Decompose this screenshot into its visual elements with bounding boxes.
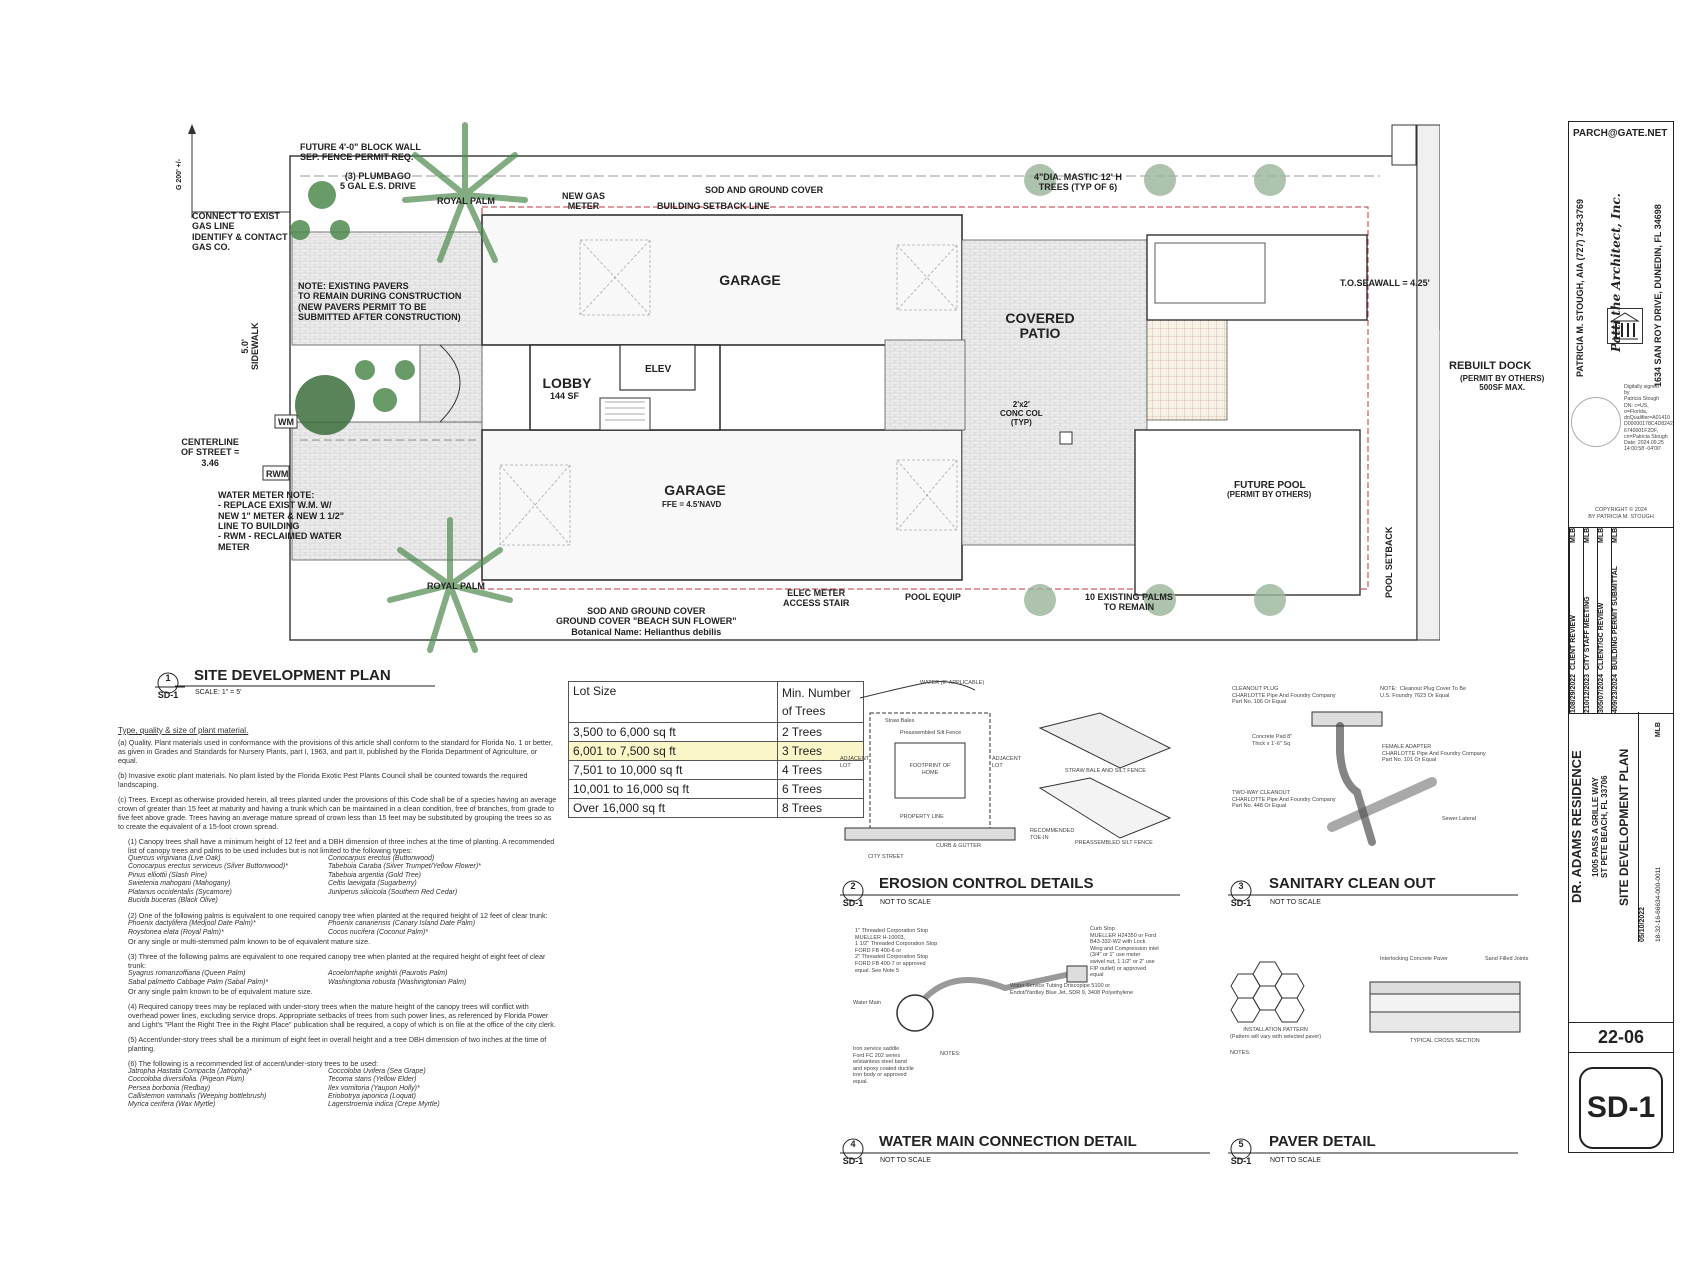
label-existing-palms: 10 EXISTING PALMS TO REMAIN: [1085, 592, 1173, 613]
notes-b: (b) Invasive exotic plant materials. No plant listed by the Florida Exotic Pest Plants Council shall be counted towards the required landscaping.: [118, 771, 528, 789]
label-rwm: RWM: [266, 469, 289, 479]
paver-label: Interlocking Concrete Paver: [1380, 956, 1448, 962]
section-sanitary: [1228, 875, 1528, 918]
revisions: [1569, 527, 1673, 714]
lot-size-table: [568, 681, 864, 818]
label-sod-bottom: SOD AND GROUND COVER GROUND COVER "BEACH SUN FLOWER" Botanical Name: Helianthus debilis: [556, 606, 737, 637]
label-block-wall: FUTURE 4'-0" BLOCK WALL SEP. FENCE PERMIT REQ.: [300, 142, 421, 163]
sheet-number-box: [1579, 1067, 1663, 1149]
title-firm: Patti the Architect, Inc.: [1609, 193, 1623, 352]
copyright: COPYRIGHT © 2024 BY PATRICIA M. STOUGH: [1588, 507, 1654, 520]
section-water-bubble: 4 SD-1: [842, 1139, 864, 1166]
section-water-title: WATER MAIN CONNECTION DETAIL: [879, 1133, 1137, 1150]
project-info: [1569, 712, 1673, 942]
notes-c6: (6) The following is a recommended list of accent/under-story trees to be used:: [128, 1058, 378, 1068]
label-ffe: FFE = 4.5'NAVD: [662, 500, 722, 509]
sheet-number: SD-1: [1586, 1091, 1656, 1124]
label-elec-meter: ELEC METER ACCESS STAIR: [783, 588, 850, 609]
paver-label: INSTALLATION PATTERN (Pattern will vary with selected paver): [1230, 1027, 1322, 1040]
section-sanitary-bubble: 3 SD-1: [1230, 881, 1252, 908]
revision-row: 4 09/23/2024 BUILDING PERMIT SUBMITTAL MLB: [1611, 528, 1625, 713]
sanitary-label: NOTE: Cleanout Plug Cover To Be U.S. Foundry 7623 Or Equal: [1380, 686, 1467, 699]
notes-c2: (2) One of the following palms is equivalent to one required canopy tree when planted at the required height of 12 feet of clear trunk:: [128, 911, 548, 921]
notes-c4: (4) Required canopy trees may be replaced with under-story trees when the mature height of the canopy trees will conflict with overhead power lines, excluding service drops. Appropriate setbacks of trees from such power lines, as referenced by Florida Power and Light's "Plant the Right Tree in the Right Place" publication shall be required, a copy of which is on file at the office of the city clerk.: [128, 1001, 556, 1029]
label-pavers-note: NOTE: EXISTING PAVERS TO REMAIN DURING CONSTRUCTION (NEW PAVERS PERMIT TO BE SUBMITTED AFTER CONSTRUCTION): [298, 281, 462, 323]
water-label: Iron service saddle Ford FC 202 series w/stainless steel band and epoxy coated ductile iron body or approved equal.: [853, 1046, 914, 1085]
notes-heading: Type, quality & size of plant material.: [118, 726, 249, 735]
label-future-pool: FUTURE POOL: [1234, 480, 1306, 491]
label-pool-equip: POOL EQUIP: [905, 592, 961, 602]
room-lobby-area: 144 SF: [550, 391, 580, 401]
erosion-label: ADJACENT LOT: [992, 756, 1021, 769]
section-sanitary-scale: NOT TO SCALE: [1270, 899, 1321, 906]
notes-c5: (5) Accent/under-story trees shall be a minimum of eight feet in overall height and a tree DBH dimension of two inches at the time of planting.: [128, 1034, 547, 1053]
job-number: 22-06: [1569, 1022, 1673, 1053]
section-site-bubble: 1 SD-1: [157, 673, 179, 700]
sheet-date: 05/10/2022: [1639, 906, 1647, 942]
section-paver-scale: NOT TO SCALE: [1270, 1157, 1321, 1164]
section-site-title: SITE DEVELOPMENT PLAN: [194, 667, 391, 684]
table-header: [569, 682, 864, 723]
revision-row: 1 08/29/2022 CLIENT REVIEW MLB: [1569, 528, 1583, 713]
section-erosion: [840, 875, 1200, 918]
label-dock-permit: (PERMIT BY OTHERS) 500SF MAX.: [1460, 374, 1545, 393]
label-pool-setback: POOL SETBACK: [1384, 526, 1394, 598]
table-row: 3,500 to 6,000 sq ft 2 Trees: [569, 723, 864, 742]
section-erosion-bubble: 2 SD-1: [842, 881, 864, 908]
paver-label: Sand Filled Joints: [1485, 956, 1529, 962]
label-sod-top: SOD AND GROUND COVER: [705, 185, 824, 195]
section-water-scale: NOT TO SCALE: [880, 1157, 931, 1164]
erosion-label: STRAW BALE AND SILT FENCE: [1065, 768, 1146, 774]
erosion-label: ADJACENT LOT: [840, 756, 869, 769]
label-wm: WM: [278, 417, 294, 427]
label-royal-palm-bottom: ROYAL PALM: [427, 581, 485, 591]
room-garage-top: GARAGE: [719, 272, 781, 288]
erosion-label: Straw Bales: [885, 718, 915, 724]
room-lobby: LOBBY: [542, 375, 592, 391]
label-centerline: CENTERLINE OF STREET = 3.46: [181, 437, 240, 468]
notes-a: (a) Quality. Plant materials used in conformance with the provisions of this article shall conform to the standard for Florida No. 1 or better, as given in Grades and Standards for Nursery Plants, part I, 1963, and part II, published by the Florida Department of Agriculture, or equal.: [118, 738, 553, 765]
section-site: [155, 667, 455, 710]
label-seawall: T.O.SEAWALL = 4.25': [1340, 278, 1430, 288]
label-conc-col: 2'x2' CONC COL (TYP): [1000, 400, 1043, 428]
label-setback: BUILDING SETBACK LINE: [657, 201, 770, 211]
section-paver-bubble: 5 SD-1: [1230, 1139, 1252, 1166]
c1-plant-list: Quercus virginiana (Live Oak) Conocarpus erectus (Buttonwood) Conocarpus erectus serviceus (Silver Buttonwood)* Tabebuia Caraba (Silver Trumpet/Yellow Flower)* Pinus elliottii (Slash Pine) Tabebuia argentia (Gold Tree) Swietenia mahogani (Mahogany) Celtis laevigata (Sugarberry) Platanus occidentalis (Sycamore) Juniperus silicicola (Southern Red Cedar) Bucida buceras (Black Olive): [128, 855, 481, 904]
notes-c2-tail: Or any single or multi-stemmed palm known to be of equivalent mature size.: [128, 937, 371, 947]
parcel-number: 18-32-16-66634-000-0011: [1655, 866, 1663, 942]
sanitary-label: Concrete Pad 8" Thick x 1'-6" Sq: [1252, 734, 1293, 747]
digital-signature: Digitally signed by Patricia Stough DN: c=US, o=Florida, dnQualifier=A01410 D00000178C4D8242 6740001F2DF, cn=Patricia Stough Date: 2024.09.25 14:00:58 -04'00': [1624, 384, 1673, 453]
table-row: 7,501 to 10,000 sq ft 4 Trees: [569, 761, 864, 780]
site-plan: [0, 0, 1545, 660]
sanitary-drawing: [1232, 682, 1532, 862]
section-paver: [1228, 1133, 1528, 1176]
section-site-scale: SCALE: 1" = 5': [195, 689, 242, 696]
header-min-trees: Min. Number of Trees: [778, 682, 864, 723]
erosion-label: CURB & GUTTER: [936, 843, 981, 849]
firm-logo: [1607, 308, 1643, 344]
label-pool-permit: (PERMIT BY OTHERS): [1227, 490, 1312, 499]
plant-material-notes: [118, 726, 558, 1110]
paver-detail: [1230, 952, 1530, 1122]
water-label: Water Main: [853, 1000, 881, 1006]
label-sidewalk: 5.0' SIDEWALK: [240, 322, 261, 370]
revision-row: 3 05/07/2024 CLIENT/GC REVIEW MLB: [1597, 528, 1611, 713]
c3-plant-list: Syagrus romanzoffiana (Queen Palm) Acoelorrhaphe wrightii (Paurotis Palm) Sabal palmetto Cabbage Palm (Sabal Palm)* Washingtonia robusta (Washingtonian Palm): [128, 970, 467, 986]
water-label: NOTES:: [940, 1051, 961, 1057]
sheet-title: SITE DEVELOPMENT PLAN: [1616, 748, 1631, 906]
erosion-detail: [840, 678, 1185, 868]
section-erosion-title: EROSION CONTROL DETAILS: [879, 875, 1094, 892]
label-rebuilt-dock: REBUILT DOCK: [1449, 360, 1532, 372]
water-label: Curb Stop MUELLER H24350 or Ford B43-332-W2 with Lock Wing and Compression inlet (3/4" or 1" use meter swivel nut, 1 1/2" or 2" use FIP outlet) or approved equal: [1090, 926, 1159, 979]
water-label: Water Service Tubing Driscopipe 5100 or Endot/Yardley Blue Jet, SDR 9, 3408 Polyethylene: [1010, 983, 1134, 996]
sanitary-label: FEMALE ADAPTER CHARLOTTE Pipe And Foundry Company Part No. 101 Or Equal: [1382, 744, 1486, 764]
label-mastic: 4"DIA. MASTIC 12' H TREES (TYP OF 6): [1034, 172, 1122, 193]
notes-c3-tail: Or any single palm known to be of equivalent mature size.: [128, 986, 313, 996]
section-water: [840, 1133, 1220, 1176]
c2-plant-list: Phoenix dactylifera (Medjool Date Palm)* Phoenix canariensis (Canary Island Date Palm) Roystonea elata (Royal Palm)* Cocos nucifera (Coconut Palm)*: [128, 920, 476, 936]
project-name: DR. ADAMS RESIDENCE: [1569, 750, 1584, 904]
sanitary-label: CLEANOUT PLUG CHARLOTTE Pipe And Foundry Company Part No. 106 Or Equal: [1232, 686, 1336, 706]
erosion-label: PREASSEMBLED SILT FENCE: [1075, 840, 1153, 846]
water-label: 1" Threaded Corporation Stop MUELLER H-10003, 1 1/2" Threaded Corporation Stop FORD FB 400-6 or 2" Threaded Corporation Stop FORD FB 400-7 or approved equal. See Note 5: [855, 928, 938, 974]
erosion-label: PROPERTY LINE: [900, 814, 944, 820]
label-royal-palm-top: ROYAL PALM: [437, 196, 495, 206]
erosion-label: WATER (IF APPLICABLE): [920, 680, 985, 686]
erosion-label: CITY STREET: [868, 854, 904, 860]
c6-plant-list: Jatropha Hastata Compacta (Jatropha)* Coccoloba Uvifera (Sea Grape) Coccoloba diversifolia. (Pigeon Plum) Tecoma stans (Yellow Elder) Persea borbonia (Redbay) Ilex vomitoria (Yaupon Holly)* Callistemon vaminalis (Weeping bottlebrush) Eriobotrya japonica (Loquat) Myrica cerifera (Wax Myrtle) Lagerstroemia indica (Crepe Myrtle): [128, 1067, 440, 1109]
notes-c: (c) Trees. Except as otherwise provided herein, all trees planted under the provisions of this Code shall be of a species having an average crown of greater than 15 feet at maturity and having a trunk which can be maintained in a clean condition, free of branches, from grade to five feet above grade. Trees having an average mature spread of crown less than 15 feet may be substituted by grouping the trees so as to create the equivalent of a 15-foot crown spread.: [118, 795, 557, 831]
notes-c3: (3) Three of the following palms are equivalent to one required canopy tree when planted at the required height of eight feet of clear trunk:: [128, 952, 546, 971]
room-garage-bottom: GARAGE: [664, 482, 726, 498]
project-address: 1005 PASS A GRILLE WAY ST PETE BEACH, FL 33706: [1590, 775, 1609, 879]
erosion-label: Preassembled Silt Fence: [900, 730, 962, 736]
water-main-detail: [845, 928, 1195, 1133]
section-paver-title: PAVER DETAIL: [1269, 1133, 1376, 1150]
section-erosion-scale: NOT TO SCALE: [880, 899, 931, 906]
erosion-label: RECOMMENDED TOE-IN: [1030, 828, 1075, 841]
label-water-meter-note: WATER METER NOTE: - REPLACE EXIST W.M. W/ NEW 1" METER & NEW 1 1/2" LINE TO BUILDING - RWM - RECLAIMED WATER METER: [218, 490, 345, 552]
sanitary-label: Sewer Lateral: [1442, 816, 1476, 822]
erosion-label: FOOTPRINT OF HOME: [909, 763, 951, 776]
table-row: 10,001 to 16,000 sq ft 6 Trees: [569, 780, 864, 799]
paver-label: TYPICAL CROSS SECTION: [1410, 1038, 1480, 1044]
header-lot-size: Lot Size: [569, 682, 778, 723]
revision-row: 2 10/12/2023 CITY STAFF MEETING MLB: [1583, 528, 1597, 713]
label-gas-line: CONNECT TO EXIST GAS LINE IDENTIFY & CONTACT GAS CO.: [192, 211, 288, 253]
label-plumbago: (3) PLUMBAGO 5 GAL E.S. DRIVE: [340, 171, 416, 192]
label-new-gas-meter: NEW GAS METER: [562, 191, 606, 212]
title-email: PARCH@GATE.NET: [1573, 128, 1668, 139]
notes-c1: (1) Canopy trees shall have a minimum height of 12 feet and a DBH dimension of three inches at the time of planting. A recommended list of canopy trees and palms to be used includes but is not limited to the following types:: [128, 837, 555, 855]
sanitary-label: TWO-WAY CLEANOUT CHARLOTTE Pipe And Foundry Company Part No. 448 Or Equal: [1232, 790, 1336, 810]
paver-label: NOTES:: [1230, 1050, 1251, 1056]
label-north: G 200' +/-: [176, 158, 183, 190]
signature-seal: [1571, 397, 1621, 447]
table-row-highlighted: 6,001 to 7,500 sq ft 3 Trees: [569, 742, 864, 761]
title-block: [1568, 121, 1674, 1153]
sanitary-detail: [1232, 682, 1532, 862]
drawn-by: MLB: [1655, 722, 1662, 738]
table-row: Over 16,000 sq ft 8 Trees: [569, 799, 864, 818]
title-address: 1634 SAN ROY DRIVE, DUNEDIN, FL 34698: [1653, 204, 1663, 387]
room-covered-patio: COVERED PATIO: [1005, 310, 1075, 341]
title-architect: PATRICIA M. STOUGH, AIA (727) 733-3769: [1575, 198, 1585, 377]
room-elev: ELEV: [645, 364, 672, 375]
site-plan-drawing: [0, 0, 1440, 660]
section-sanitary-title: SANITARY CLEAN OUT: [1269, 875, 1436, 892]
